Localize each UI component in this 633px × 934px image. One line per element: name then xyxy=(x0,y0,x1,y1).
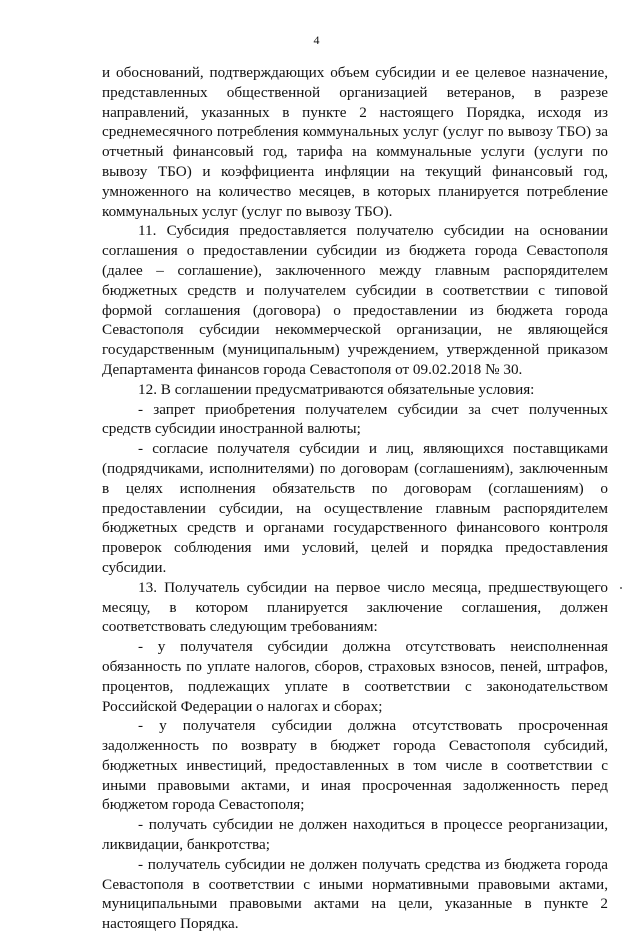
list-item-no-reorganization: - получать субсидии не должен находиться в процессе реорганизации, ликвидации, банкротства; xyxy=(102,816,608,854)
document-body xyxy=(102,63,608,934)
paragraph-clause-11: 11. Субсидия предоставляется получателю субсидии на основании соглашения о предоставлении субсидии из бюджета города Севастополя (далее – соглашение), заключенного между главным распорядителем бюджетных средств и получателем субсидии в соответствии с типовой формой соглашения (договора) о предоставлении из бюджета города Севастополя субсидии некоммерческой организации, не являющейся государственным (муниципальным) учреждением, утвержденной приказом Департамента финансов города Севастополя от 09.02.2018 № 30. xyxy=(102,222,608,378)
list-item-currency-ban: - запрет приобретения получателем субсидии за счет полученных средств субсидии иностранной валюты; xyxy=(102,400,608,438)
paragraph-continuation: и обоснований, подтверждающих объем субсидии и ее целевое назначение, представленных общественной организацией ветеранов, в разрезе направлений, указанных в пункте 2 настоящего Порядка, исходя из среднемесячного потребления коммунальных услуг (услуг по вывозу ТБО) за отчетный финансовый год, тарифа на коммунальные услуги (услуги по вывозу ТБО) и коэффициента инфляции на текущий финансовый год, умноженного на количество месяцев, в которых планируется потребление коммунальных услуг (услуг по вывозу ТБО). xyxy=(102,64,608,220)
list-item-consent-audit: - согласие получателя субсидии и лиц, являющихся поставщиками (подрядчиками, исполнителями) по договорам (соглашениям), заключенным в целях исполнения обязательств по договорам (соглашениям) о предоставлении субсидии, на осуществление главным распорядителем бюджетных средств и органами государственного финансового контроля проверок соблюдения ими условий, целей и порядка предоставления субсидии. xyxy=(102,440,608,576)
paragraph-clause-13: 13. Получатель субсидии на первое число месяца, предшествующего месяцу, в котором планируется заключение соглашения, должен соответствовать следующим требованиям: xyxy=(102,578,608,636)
scan-speck xyxy=(620,587,622,589)
page-number: 4 xyxy=(313,33,320,47)
paragraph-clause-12: 12. В соглашении предусматриваются обязательные условия: xyxy=(138,380,535,398)
list-item-no-overdue-debt: - у получателя субсидии должна отсутствовать просроченная задолженность по возврату в бюджет города Севастополя субсидий, бюджетных инвестиций, предоставленных в том числе в соответствии с иными правовыми актами, и иная просроченная задолженность перед бюджетом города Севастополя; xyxy=(102,717,608,814)
list-item-no-other-funds: - получатель субсидии не должен получать средства из бюджета города Севастополя в соответствии с иными нормативными правовыми актами, муниципальными правовыми актами на цели, указанные в пункте 2 настоящего Порядка. xyxy=(102,855,608,933)
list-item-no-tax-debt: - у получателя субсидии должна отсутствовать неисполненная обязанность по уплате налогов, сборов, страховых взносов, пеней, штрафов, процентов, подлежащих уплате в соответствии с законодательством Российской Федерации о налогах и сборах; xyxy=(102,638,608,715)
